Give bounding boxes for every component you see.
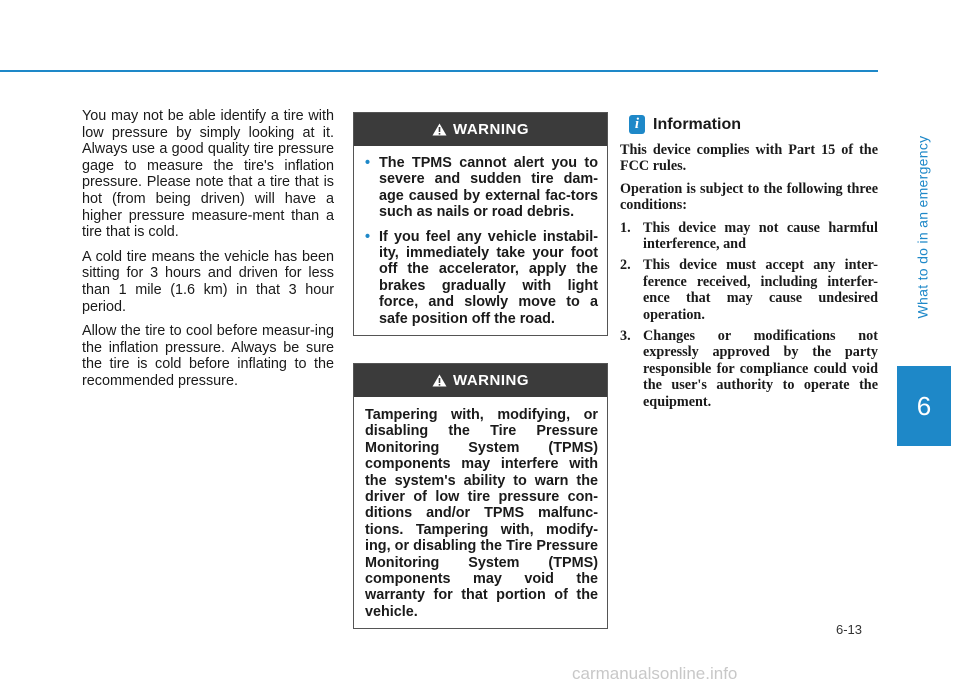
warning-body bbox=[354, 146, 607, 335]
information-list-item bbox=[620, 220, 878, 253]
warning-box-tpms bbox=[353, 112, 608, 336]
bullet-icon: • bbox=[365, 155, 371, 171]
warning-body: Tampering with, modifying, or disabling the Tire Pressure Monitoring System (TPMS) components may interfere with the system's ability to warn the driver of low tire pressure con-ditions and/or TPMS malfunc-tions. Tampering with, modify-ing, or disabling the Tire Pressure Monitoring System (TPMS) components may void the warranty for that portion of the vehicle. bbox=[365, 407, 598, 620]
information-heading bbox=[629, 115, 741, 134]
list-item-text: Changes or modifications not expressly approved by the party responsible for compliance could void the user's authority to operate the equipment. bbox=[643, 328, 878, 410]
list-number: 1. bbox=[620, 219, 631, 236]
chapter-badge: 6 bbox=[897, 366, 951, 446]
information-paragraph: Operation is subject to the following three conditions: bbox=[620, 180, 878, 214]
list-item-text: This device must accept any inter-ference received, including interfer-ence that may cause undesired operation. bbox=[643, 257, 878, 323]
information-title: Information bbox=[653, 115, 741, 133]
warning-bullet-text: If you feel any vehicle instabil-ity, immediately take your foot off the accelerator, apply the brakes gradually with light force, and slowly move to a safe position off the road. bbox=[379, 228, 598, 327]
bullet-icon: • bbox=[365, 228, 371, 245]
warning-label: WARNING bbox=[453, 121, 529, 138]
warning-bullet bbox=[365, 229, 598, 327]
paragraph: A cold tire means the vehicle has been sitting for 3 hours and driven for less than 1 mile (1.6 km) in that 3 hour period. bbox=[82, 248, 334, 315]
section-tab bbox=[902, 92, 942, 362]
warning-triangle-icon bbox=[432, 374, 447, 387]
warning-bullet-text: The TPMS cannot alert you to severe and sudden tire dam-age caused by external fac-tors such as nails or road debris. bbox=[379, 155, 598, 221]
header-rule bbox=[0, 70, 878, 72]
left-column bbox=[82, 108, 334, 398]
list-item-text: This device may not cause harmful interference, and bbox=[643, 219, 878, 253]
list-number: 2. bbox=[620, 257, 631, 274]
page-number: 6-13 bbox=[836, 622, 863, 637]
section-title: What to do in an emergency bbox=[914, 135, 930, 319]
information-body bbox=[620, 142, 878, 415]
warning-label: WARNING bbox=[453, 372, 529, 389]
warning-bullet bbox=[365, 155, 598, 221]
warning-header bbox=[354, 113, 607, 146]
list-number: 3. bbox=[620, 328, 631, 345]
paragraph: Allow the tire to cool before measur-ing the inflation pressure. Always be sure the tire is cold before inflating to the recommended pressure. bbox=[82, 323, 334, 389]
warning-triangle-icon bbox=[432, 123, 447, 136]
watermark: carmanualsonline.info bbox=[572, 664, 738, 683]
information-icon: i bbox=[629, 115, 645, 134]
information-paragraph: This device complies with Part 15 of the FCC rules. bbox=[620, 142, 878, 175]
paragraph: You may not be able identify a tire with low pressure by simply looking at it. Always use a good quality tire pressure gage to measure the tire's inflation pressure. Please note that a tire that is hot (from being driven) will have a higher pressure measure-ment than a tire that is cold. bbox=[82, 108, 334, 241]
warning-box-tampering bbox=[353, 363, 608, 629]
warning-header bbox=[354, 364, 607, 397]
information-list-item bbox=[620, 257, 878, 323]
information-list-item bbox=[620, 328, 878, 410]
